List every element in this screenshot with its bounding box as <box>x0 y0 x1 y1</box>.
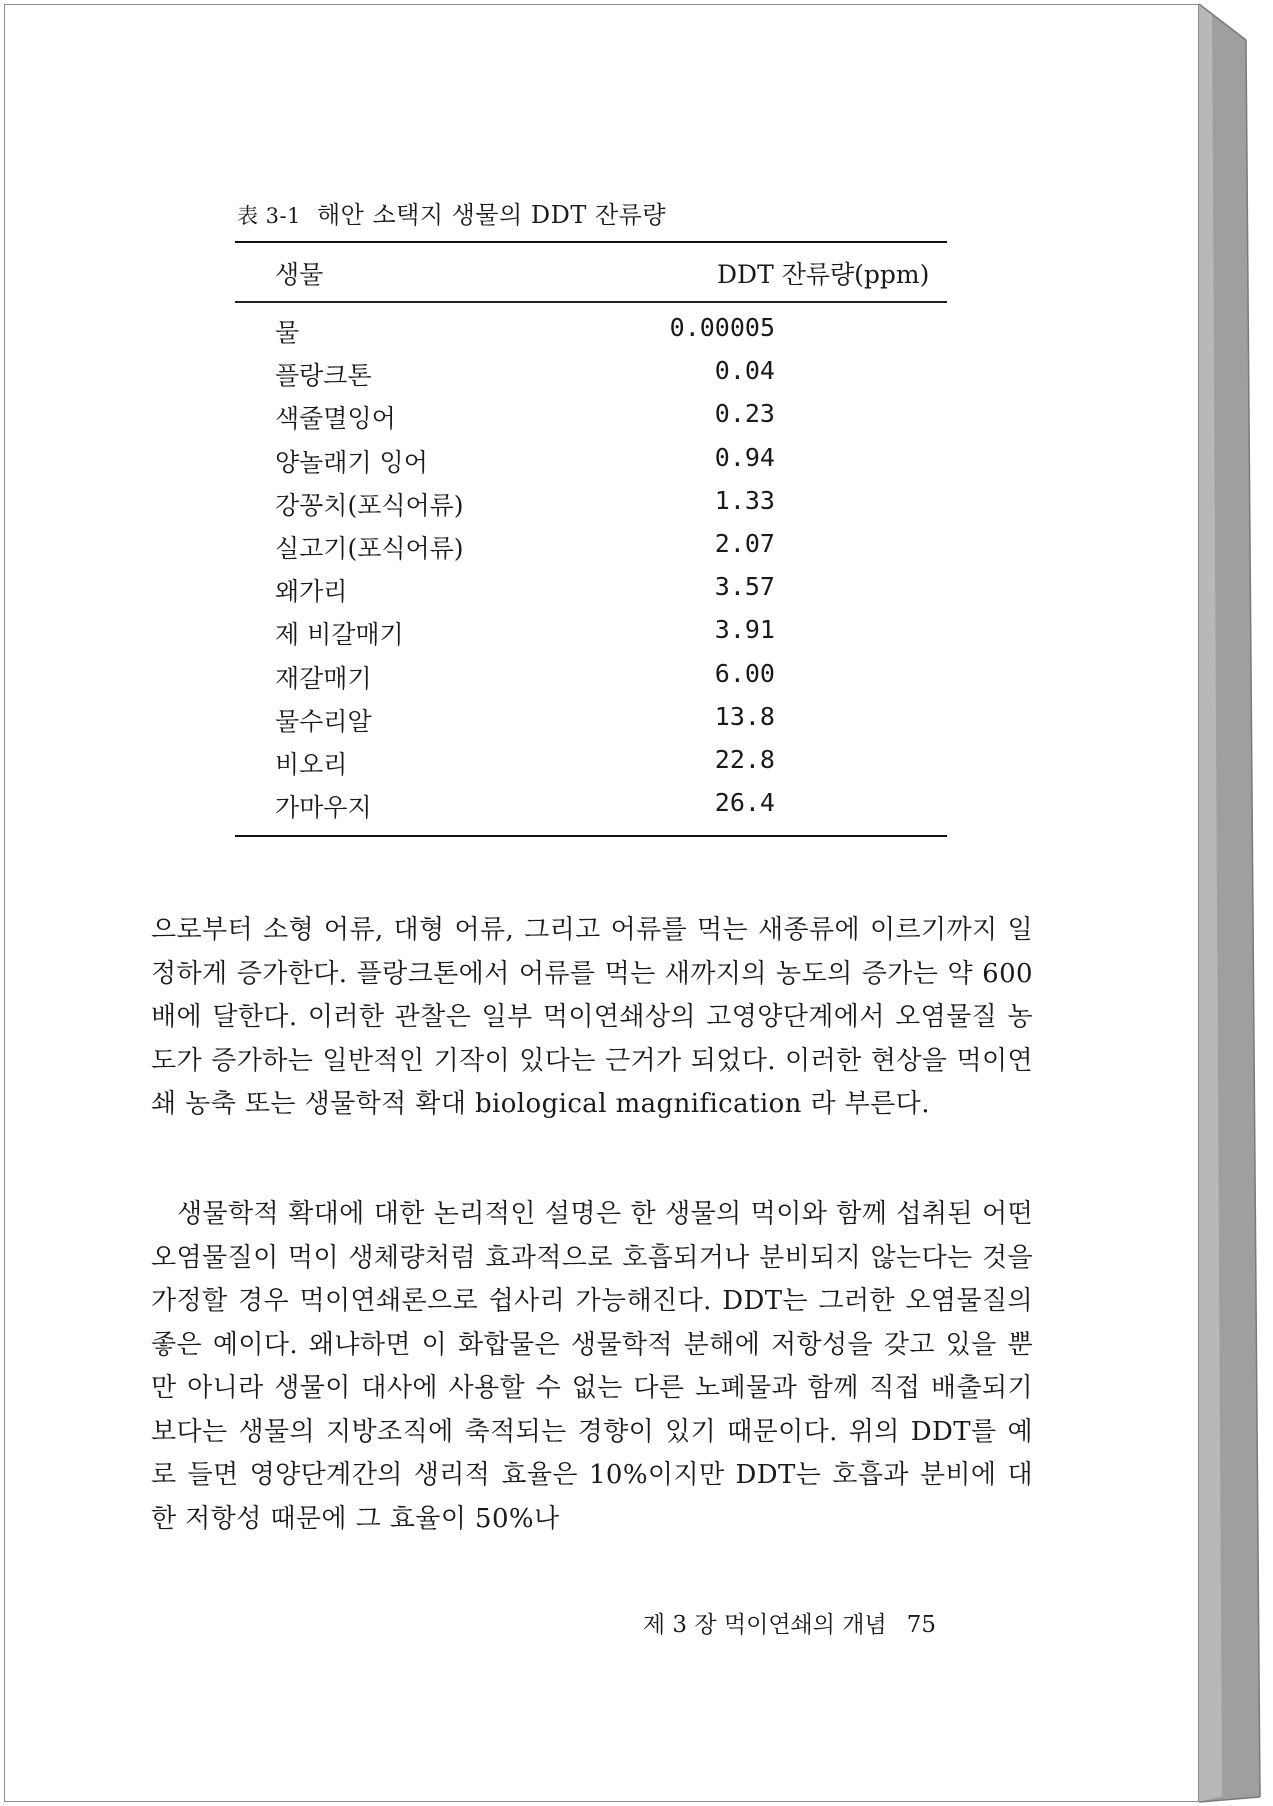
ddt-value: 13.8 <box>714 701 775 731</box>
book-page <box>4 4 1199 1802</box>
organism-name: 비오리 <box>275 750 348 779</box>
table-row <box>5 788 1200 831</box>
organism-name: 왜가리 <box>275 577 348 607</box>
table-caption <box>237 195 666 230</box>
organism-name: 양놀래기 잉어 <box>275 447 428 477</box>
running-head-chapter: 제 3 장 먹이연쇄의 개념 <box>642 1612 887 1638</box>
ddt-value: 26.4 <box>714 788 775 818</box>
ddt-value: 3.91 <box>714 615 775 645</box>
body-paragraph-2: 생물학적 확대에 대한 논리적인 설명은 한 생물의 먹이와 함께 섭취된 어떤 오염물질이 먹이 생체량처럼 효과적으로 호흡되거나 분비되지 않는다는 것을 가정할 경우 먹이연쇄론으로 쉽사리 가능해진다. DDT는 그러한 오염물질의 좋은 예이다. 왜냐하면 이 화합물은 생물학적 분해에 저항성을 갖고 있을 뿐만 아니라 생물이 대사에 사용할 수 없는 다른 노폐물과 함께 직접 배출되기보다는 생물의 지방조직에 축적되는 경향이 있기 때문이다. 위의 DDT를 예로 들면 영양단계간의 생리적 효율은 10%이지만 DDT는 호흡과 분비에 대한 저항성 때문에 그 효율이 50%나 <box>151 1199 1033 1534</box>
organism-name: 물수리알 <box>275 706 372 736</box>
table-row <box>5 529 1200 572</box>
ddt-value: 3.57 <box>714 572 775 602</box>
organism-name: 플랑크톤 <box>275 361 372 391</box>
page-footer <box>643 1606 936 1639</box>
organism-name: 제 비갈매기 <box>275 620 404 650</box>
organism-name: 물 <box>275 318 300 347</box>
page-number: 75 <box>906 1612 936 1638</box>
table-header-rule <box>235 301 947 303</box>
table-row <box>5 486 1200 529</box>
table-row <box>5 702 1200 745</box>
table-title: 해안 소택지 생물의 DDT 잔류량 <box>317 201 667 229</box>
organism-name: 강꽁치(포식어류) <box>275 490 464 520</box>
body-paragraph-1: 으로부터 소형 어류, 대형 어류, 그리고 어류를 먹는 새종류에 이르기까지 일정하게 증가한다. 플랑크톤에서 어류를 먹는 새까지의 농도의 증가는 약 600배에 달한다. 이러한 관찰은 일부 먹이연쇄상의 고영양단계에서 오염물질 농도가 증가하는 일반적인 기작이 있다는 근거가 되었다. 이러한 현상을 먹이연쇄 농축 또는 생물학적 확대 biological magnification 라 부른다. <box>151 915 1033 1119</box>
table-header-organism: 생물 <box>275 260 324 289</box>
table-row <box>5 313 1200 356</box>
organism-name: 가마우지 <box>275 793 372 823</box>
ddt-value: 0.00005 <box>669 313 775 342</box>
table-row <box>5 443 1200 486</box>
table-header-ddt: DDT 잔류량(ppm) <box>717 260 930 289</box>
table-number: 表 3-1 <box>237 204 301 228</box>
organism-name: 재갈매기 <box>275 663 372 693</box>
organism-name: 실고기(포식어류) <box>275 534 464 563</box>
table-row <box>5 615 1200 658</box>
table-row <box>5 399 1200 442</box>
ddt-value: 6.00 <box>714 658 775 688</box>
table-top-rule <box>235 241 947 243</box>
ddt-value: 0.94 <box>714 442 775 472</box>
table-row <box>5 572 1200 615</box>
table-row <box>5 356 1200 399</box>
table-row <box>5 745 1200 788</box>
ddt-value: 0.23 <box>714 399 775 429</box>
organism-name: 색줄멸잉어 <box>275 404 396 434</box>
table-row <box>5 659 1200 702</box>
ddt-value: 1.33 <box>714 485 775 515</box>
table-bottom-rule <box>235 835 947 837</box>
ddt-value: 22.8 <box>714 745 775 774</box>
ddt-value: 2.07 <box>714 529 775 558</box>
ddt-value: 0.04 <box>714 356 775 386</box>
